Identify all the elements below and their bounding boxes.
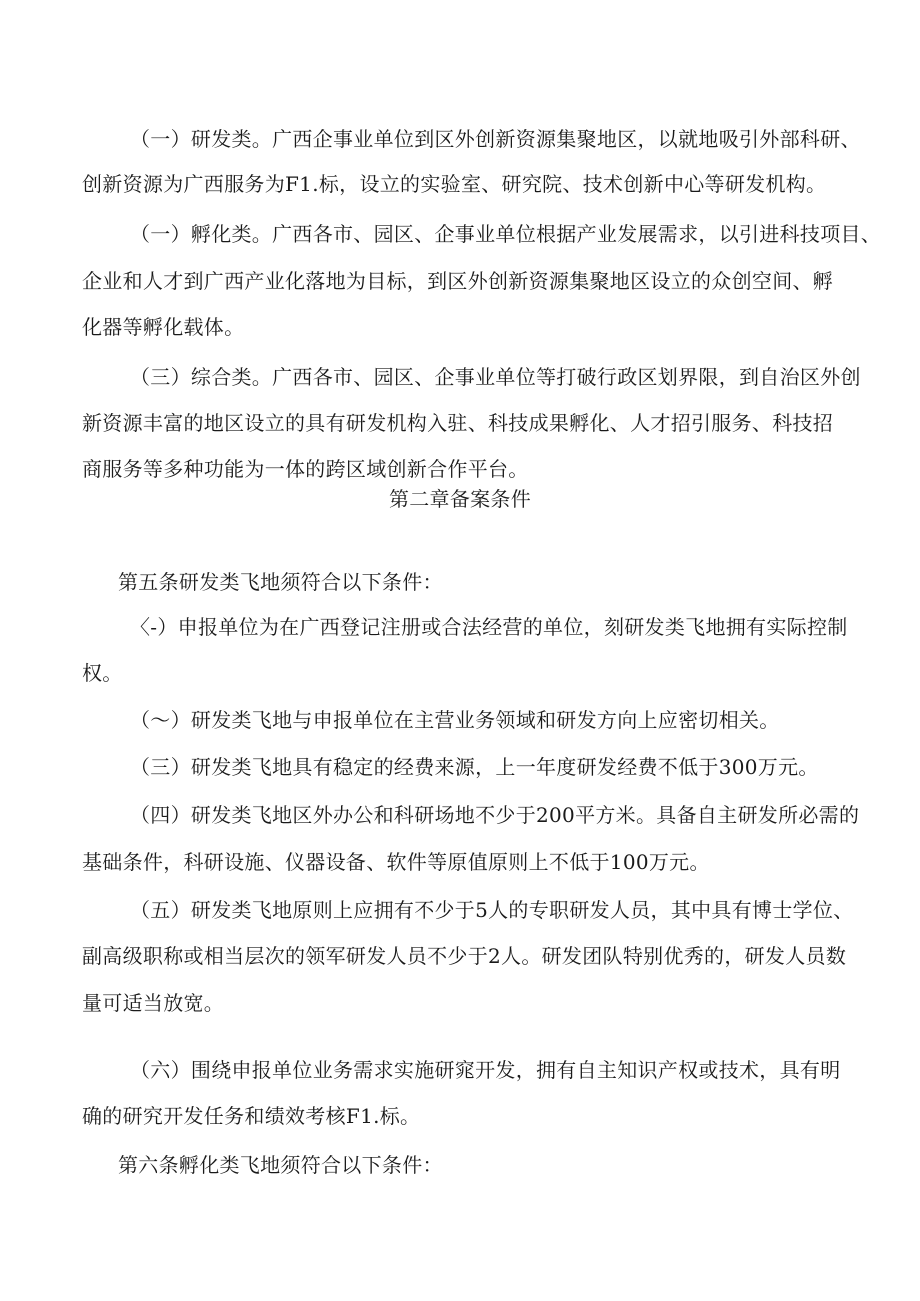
item5-line1: （五）研发类飞地原则上应拥有不少于5人的专职研发人员，其中具有博士学位、 bbox=[130, 898, 854, 922]
item3-line1: （三）研发类飞地具有稳定的经费来源，上一年度研发经费不低于300万元。 bbox=[130, 755, 819, 779]
p3-line1: （三）综合类。广西各市、园区、企事业单位等打破行政区划界限，到自治区外创 bbox=[130, 365, 861, 389]
article-6-heading: 第六条孵化类飞地须符合以下条件： bbox=[118, 1153, 443, 1177]
p3-line2: 新资源丰富的地区设立的具有研发机构入驻、科技成果孵化、人才招引服务、科技招 bbox=[82, 411, 834, 435]
item6-line1: （六）围绕申报单位业务需求实施研窕开发，拥有自主知识产权或技术，具有明 bbox=[130, 1058, 841, 1082]
item2-line1: （〜）研发类飞地与申报单位在主营业务领域和研发方向上应密切相关。 bbox=[130, 708, 780, 732]
p1-line2: 创新资源为广西服务为F1.标，设立的实验室、研究院、技术创新中心等研发机构。 bbox=[82, 172, 827, 196]
p3-line3: 商服务等多种功能为一体的跨区域创新合作平台。 bbox=[82, 457, 529, 481]
item1-line2: 权。 bbox=[82, 661, 123, 685]
article-5-heading: 第五条研发类飞地须符合以下条件： bbox=[118, 570, 443, 594]
p2-line2: 企业和人才到广西产业化落地为目标，到区外创新资源集聚地区设立的众创空间、孵 bbox=[82, 269, 834, 293]
p2-line3: 化器等孵化载体。 bbox=[82, 315, 245, 339]
chapter-title: 第二章备案条件 bbox=[388, 487, 532, 511]
item4-line2: 基础条件，科研设施、仪器设备、软件等原值原则上不低于100万元。 bbox=[82, 850, 710, 874]
item5-line3: 量可适当放宽。 bbox=[82, 991, 225, 1015]
item5-line2: 副高级职称或相当层次的领军研发人员不少于2人。研发团队特别优秀的，研发人员数 bbox=[82, 944, 847, 968]
item1-line1: 〈-）申报单位为在广西登记注册或合法经营的单位，刻研发类飞地拥有实际控制 bbox=[130, 615, 848, 639]
item6-line2: 确的研究开发任务和绩效考核F1.标。 bbox=[82, 1104, 421, 1128]
p1-line1: （一）研发类。广西企事业单位到区外创新资源集聚地区，以就地吸引外部科研、 bbox=[130, 127, 861, 151]
item4-line1: （四）研发类飞地区外办公和科研场地不少于200平方米。具备自主研发所必需的 bbox=[130, 803, 860, 827]
p2-line1: （一）孵化类。广西各市、园区、企事业单位根据产业发展需求，以引进科技项目、 bbox=[130, 222, 882, 246]
